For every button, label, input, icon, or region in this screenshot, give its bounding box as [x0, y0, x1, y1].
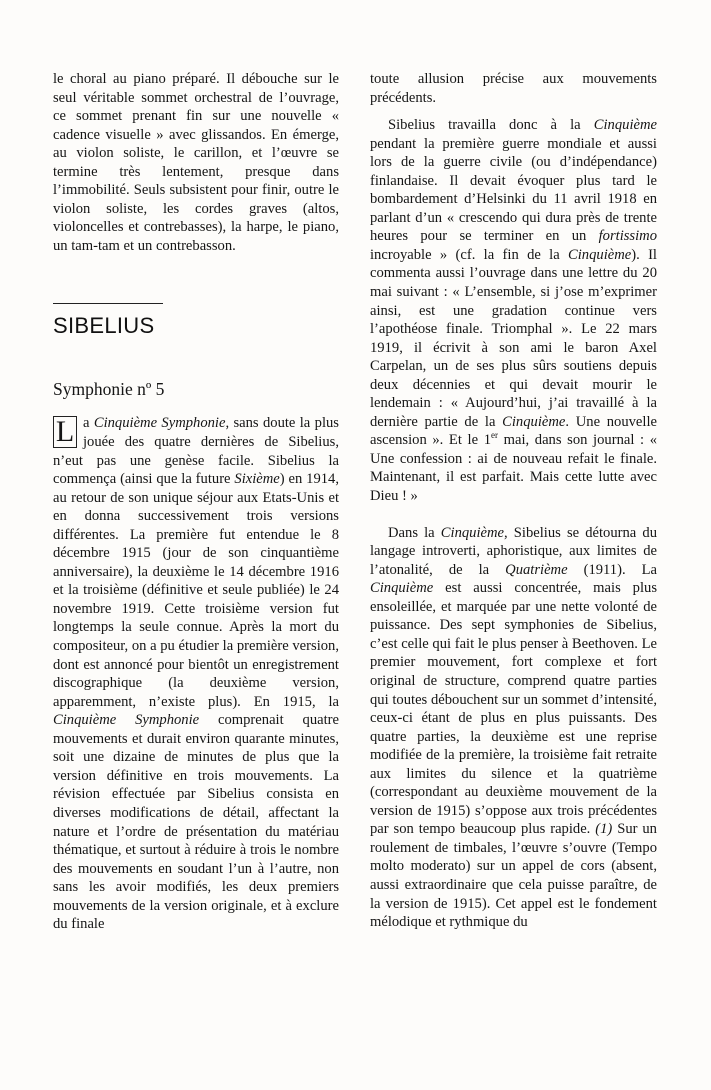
drop-cap: L [53, 416, 77, 448]
paragraph-guerre [370, 116, 657, 505]
text-run: mai, dans son journal : « Une confession : ai de nouveau refait le finale. Maintenant, il est parfait. Mais cette lutte avec Dieu ! » [370, 432, 658, 505]
superscript: er [491, 430, 498, 441]
text-run: pendant la première guerre mondiale et aussi lors de la guerre civile (ou d’indépendance) finlandaise. Il devait évoquer plus tard le bombardement d’Helsinki du 11 avril 1918 en parlant d’un « crescendo qui dura près de trente heures pour se terminer en un [370, 135, 657, 245]
paragraph-langage [370, 524, 657, 932]
text-run: a [83, 415, 94, 432]
italic-run: Cinquième Symphonie [93, 415, 226, 432]
italic-run: Cinquième [568, 246, 632, 263]
right-column [370, 70, 657, 932]
text-run: , Sibelius se détourna du langage introverti, aphoristique, aux limites de l’atonalité, de la [370, 524, 657, 578]
italic-run: Sixième [234, 471, 280, 488]
text-run: . Une nouvelle ascension ». Et le 1 [370, 413, 657, 449]
text-run: comprenait quatre mouvements et durait environ quarante minutes, soit une dizaine de minutes de plus que la version définitive en trois mouvements. La révision effectuée par Sibelius consista en diverses modifications de détail, affectant la nature et l’ordre de présentation du matériau thématique, et surtout à réduire à trois le nombre des mouvements en soudant l’un à l’autre, non sans les avoir modifiés, les deux premiers mouvements de la version originale, et à exclure du finale [53, 712, 339, 933]
text-run: ). Il commenta aussi l’ouvrage dans une lettre du 20 mai suivant : « L’ensemble, si j’ose m’exprimer ainsi, est une gradation continue vers l’apothéose finale. Triomphal ». Le 22 mars 1919, il écrivit à son ami le baron Axel Carpelan, un de ses plus sûrs soutiens depuis deux décennies et qui devait mourir le lendemain : « Aujourd’hui, j’ai travaillé à la dernière partie de la [370, 246, 657, 430]
text-run: (1911). La [567, 561, 658, 578]
paragraph-choral: le choral au piano préparé. Il débouche sur le seul véritable sommet orchestral de l’ouvrage, ce sommet prenant fin sur une nouvelle « cadence visuelle » avec glissandos. En émerge, au violon soliste, le carillon, et l’œuvre se termine très lentement, presque dans l’immobilité. Seuls subsistent pour finir, outre le violon soliste, les cordes graves (altos, violoncelles et contrebasses), la harpe, le piano, un tam-tam et un contrebasson. [53, 71, 339, 254]
text-run: incroyable » (cf. la fin de la [370, 246, 569, 263]
italic-run: fortissimo [598, 228, 657, 245]
text-run: Dans la [388, 524, 441, 541]
section-divider [53, 303, 163, 304]
paragraph-genese [53, 414, 339, 933]
italic-run: Cinquième [593, 117, 657, 134]
italic-run: Cinquième [370, 580, 434, 597]
paragraph-continuation: toute allusion précise aux mouvements précédents. [370, 71, 657, 106]
text-run: Sibelius travailla donc à la [388, 117, 594, 134]
section-title: SIBELIUS [53, 313, 155, 339]
work-title: Symphonie nº 5 [53, 379, 165, 400]
italic-run: (1) [595, 821, 613, 838]
text-run: Sur un roulement de timbales, l’œuvre s’ouvre (Tempo molto moderato) sur un appel de cors (absent, aussi extraordinaire que cela puisse paraître, de la version de 1915). Cet appel est le fondement mélodique et rythmique du [370, 821, 657, 931]
text-run: ) en 1914, au retour de son unique séjour aux Etats-Unis et en donna successivement trois versions différentes. La première fut entendue le 8 décembre 1915 (jour de son cinquantième anniversaire), la deuxième le 14 décembre 1916 et la troisième (définitive et seule publiée) le 24 novembre 1919. Cette troisième version fut longtemps la seule connue. Après la mort du compositeur, on a pu étudier la première version, dont est annoncé pour bientôt un enregistrement discographique (la deuxième version, apparemment, n’existe plus). En 1915, la [53, 471, 339, 710]
italic-run: Cinquième Symphonie [53, 712, 200, 729]
left-column [53, 70, 339, 934]
italic-run: Quatrième [505, 561, 568, 578]
italic-run: Cinquième [502, 413, 566, 430]
text-run: , sans doute la plus jouée des quatre dernières de Sibelius, n’eut pas une genèse facile. Sibelius la commença (ainsi que la future [53, 415, 339, 488]
italic-run: Cinquième [440, 524, 505, 541]
text-run: est aussi concentrée, mais plus ensoleillée, et marquée par une nette volonté de puissance. Des sept symphonies de Sibelius, c’est celle qui fait le plus penser à Beethoven. Le premier mouvement, fort complexe et fort original de structure, comprend quatre parties qui toutes débouchent sur un sommet d’intensité, ceux-ci étant de plus en plus puissants. Des quatre parties, la deuxième est une reprise modifiée de la première, la troisième fait retraite aux limites du silence et la quatrième (correspondant au deuxième mouvement de la version de 1915) s’oppose aux trois précédentes par son tempo beaucoup plus rapide. [370, 580, 657, 838]
